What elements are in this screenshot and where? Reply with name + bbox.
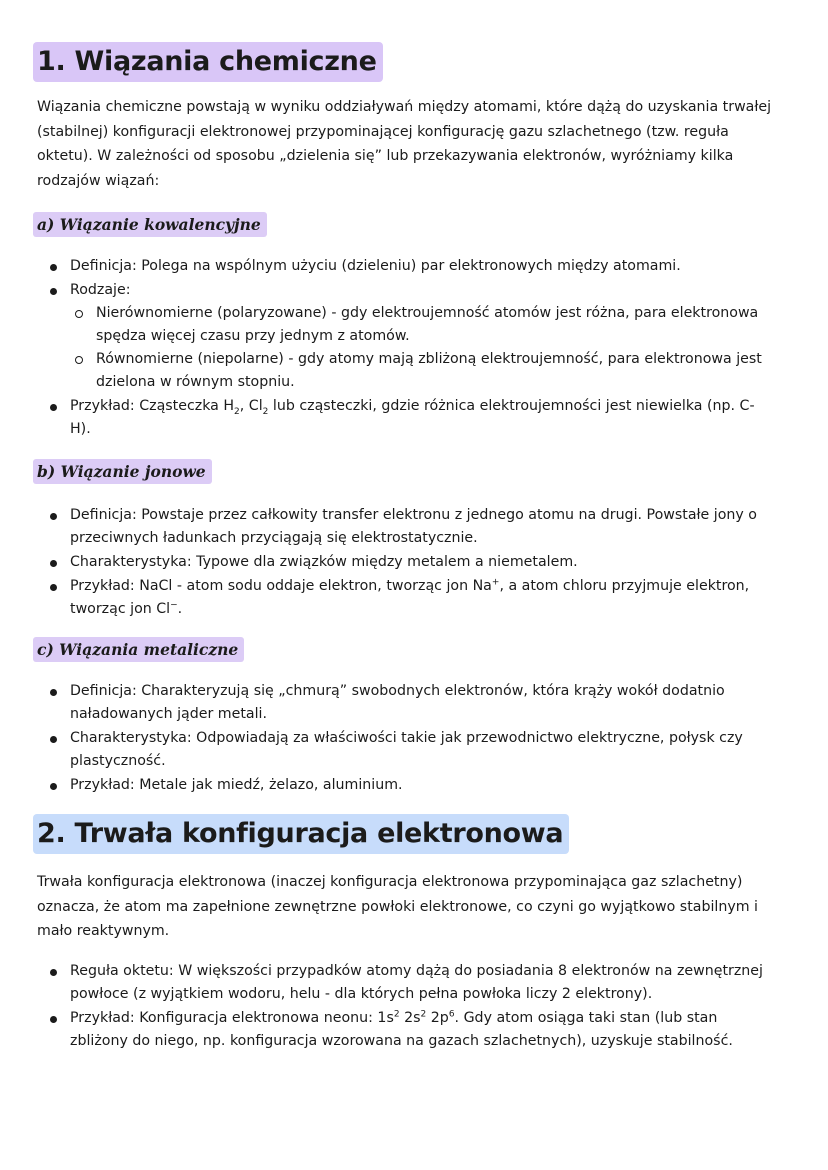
- list-item: Definicja: Charakteryzują się „chmurą” swobodnych elektronów, która krąży wokół dodatnio naładowanych jąder metali.: [46, 680, 766, 726]
- section-2-intro: Trwała konfiguracja elektronowa (inaczej konfiguracja elektronowa przypominająca gaz szlachetny) oznacza, że atom ma zapełnione zewnętrzne powłoki elektronowe, co czyni go wyjątkowo stabilnym i mało reaktywnym.: [37, 874, 758, 939]
- subsection-a-title: a) Wiązanie kowalencyjne: [33, 212, 267, 237]
- list-item: Rodzaje: Nierównomierne (polaryzowane) - gdy elektroujemność atomów jest różna, para elektronowa spędza więcej czasu przy jednym z atomów. Równomierne (niepolarne) - gdy atomy mają zbliżoną elektroujemność, para elektronowa jest dzielona w równym stopniu.: [46, 279, 766, 394]
- list-item: Definicja: Polega na wspólnym użyciu (dzieleniu) par elektronowych między atomami.: [46, 255, 766, 278]
- list-item: Przykład: Metale jak miedź, żelazo, aluminium.: [46, 774, 766, 797]
- list-item: Charakterystyka: Odpowiadają za właściwości takie jak przewodnictwo elektryczne, połysk czy plastyczność.: [46, 727, 766, 773]
- ionic-bond-list: [46, 504, 766, 622]
- types-sublist: [70, 302, 766, 394]
- section-1-title: 1. Wiązania chemiczne: [33, 42, 383, 82]
- subsection-c-title: c) Wiązania metaliczne: [33, 637, 244, 662]
- metallic-bond-list: [46, 680, 766, 798]
- covalent-bond-list: [46, 255, 766, 442]
- list-item: Równomierne (niepolarne) - gdy atomy mają zbliżoną elektroujemność, para elektronowa jest dzielona w równym stopniu.: [70, 348, 766, 394]
- list-item: Definicja: Powstaje przez całkowity transfer elektronu z jednego atomu na drugi. Powstałe jony o przeciwnych ładunkach przyciągają się elektrostatycznie.: [46, 504, 766, 550]
- section-2-title: 2. Trwała konfiguracja elektronowa: [33, 814, 569, 854]
- list-item: Reguła oktetu: W większości przypadków atomy dążą do posiadania 8 elektronów na zewnętrznej powłoce (z wyjątkiem wodoru, helu - dla których pełna powłoka liczy 2 elektrony).: [46, 960, 766, 1006]
- list-item: Charakterystyka: Typowe dla związków między metalem a niemetalem.: [46, 551, 766, 574]
- stable-config-list: [46, 960, 766, 1054]
- list-item: Przykład: Konfiguracja elektronowa neonu: $1s^2$ $2s^2$ $2p^6$. Gdy atom osiąga taki stan (lub stan zbliżony do niego, np. konfiguracja wzorowana na gazach szlachetnych), uzyskuje stabilność.: [46, 1007, 766, 1053]
- list-item: Przykład: Cząsteczka $H_2$, $Cl_2$ lub cząsteczki, gdzie różnica elektroujemności jest niewielka (np. C-H).: [46, 395, 766, 441]
- list-item: Przykład: NaCl - atom sodu oddaje elektron, tworząc jon Na+, a atom chloru przyjmuje elektron, tworząc jon Cl−.: [46, 575, 766, 621]
- section-1-intro: Wiązania chemiczne powstają w wyniku oddziaływań między atomami, które dążą do uzyskania trwałej (stabilnej) konfiguracji elektronowej przypominającej konfigurację gazu szlachetnego (tzw. reguła oktetu). W zależności od sposobu „dzielenia się” lub przekazywania elektronów, wyróżniamy kilka rodzajów wiązań:: [37, 99, 772, 189]
- list-item: Nierównomierne (polaryzowane) - gdy elektroujemność atomów jest różna, para elektronowa spędza więcej czasu przy jednym z atomów.: [70, 302, 766, 348]
- subsection-b-title: b) Wiązanie jonowe: [33, 459, 212, 484]
